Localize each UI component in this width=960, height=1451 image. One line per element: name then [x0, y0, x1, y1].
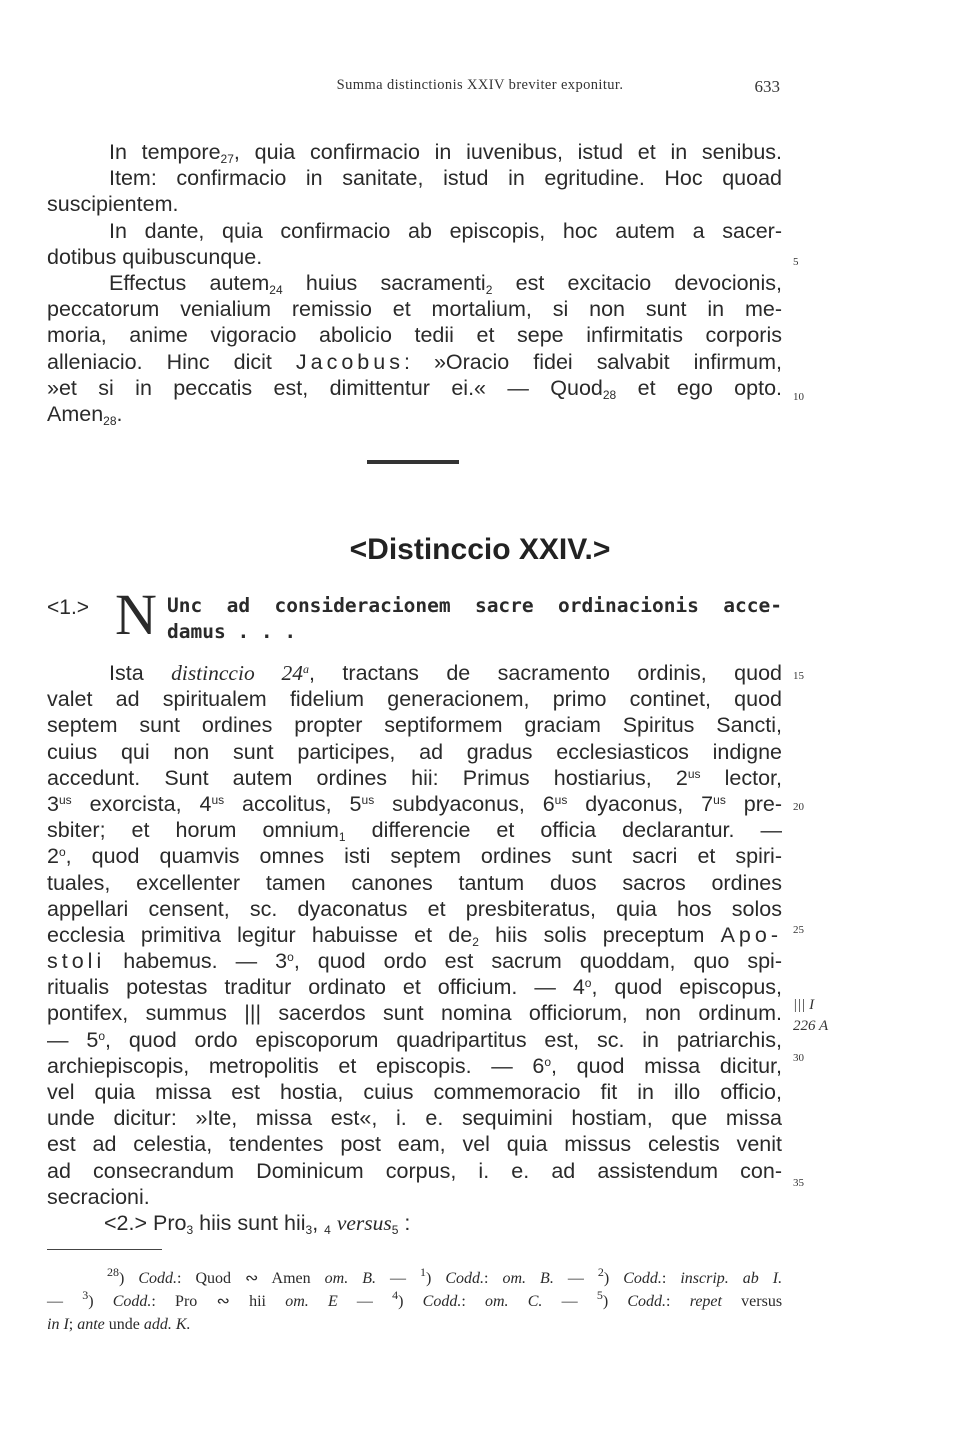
text-line: — 5$^o$, quod ordo episcoporum quadripartitus est, sc. in patriarchis,: [47, 1027, 782, 1052]
section-number: <1.>: [47, 596, 90, 619]
text-line: ritualis potestas traditur ordinato et officium. — 4$^o$, quod episcopus,: [47, 975, 782, 1000]
footnote-rule: [47, 1249, 162, 1250]
text-line: ecclesia primitiva legitur habuisse et $de_2$ hiis solis preceptum Apo-: [47, 922, 782, 949]
margin-line-number: 30: [793, 1052, 804, 1064]
footnote-line: — $^3$) Codd.: Pro ∾ hii om. E — $^4$) Codd.: om. C. — $^5$) Codd.: repet versus: [47, 1288, 783, 1310]
paragraph-confirmation: [47, 139, 782, 427]
footnote-line: $^{28}$) Codd.: Quod ∾ Amen om. B. — $^1$) Codd.: om. B. — $^2$) Codd.: inscrip. ab I.: [107, 1265, 783, 1287]
text-line: Ista distinccio 24$^a$, tractans de sacramento ordinis, quod: [109, 661, 782, 685]
incipit-line: Unc ad consideracionem sacre ordinacionis acce-: [167, 594, 782, 617]
margin-folio-marker: ||| I: [793, 997, 815, 1013]
text-line: ad consecrandum Dominicum corpus, i. e. ad assistendum con-: [47, 1158, 782, 1183]
margin-line-number: 20: [793, 801, 804, 813]
text-line: accedunt. Sunt autem ordines hii: Primus hostiarius, $2^{us}$ lector,: [47, 765, 782, 790]
text-line: alleniacio. Hinc dicit Jacobus: »Oracio fidei salvabit infirmum,: [47, 349, 782, 374]
margin-line-number: 15: [793, 670, 804, 682]
margin-folio-marker: 226 A: [793, 1018, 829, 1034]
running-header: Summa distinctionis XXIV breviter exponitur.: [336, 77, 624, 93]
margin-line-number: 10: [793, 391, 804, 403]
text-line: septem sunt ordines propter septiformem graciam Spiritus Sancti,: [47, 713, 782, 738]
text-line: In tempore$_{27}$, quia confirmacio in iuvenibus, istud et in senibus.: [109, 140, 782, 166]
incipit-line: damus . . .: [167, 620, 297, 643]
text-line: In dante, quia confirmacio ab episcopis, hoc autem a sacer-: [109, 218, 782, 243]
section-heading-verses: <2.> Pro$_3$ hiis sunt hii$_3$, $_4$ versus$_5$ :: [104, 1211, 411, 1237]
text-line: unde dicitur: »Ite, missa est«, i. e. sequimini hostiam, que missa: [47, 1106, 782, 1131]
text-line: pontifex, summus ||| sacerdos sunt nomina officiorum, non ordinum.: [47, 1001, 782, 1026]
text-line: tuales, excellenter tamen canones tantum duos sacros ordines: [47, 870, 782, 895]
text-line: Item: confirmacio in sanitate, istud in egritudine. Hoc quoad: [109, 166, 782, 191]
text-line: »et si in peccatis est, dimittentur ei.« — Quod$_{28}$ et ego opto.: [47, 375, 782, 401]
paragraph-summary: [47, 660, 782, 1210]
text-line: cuius qui non sunt participes, ad gradus ecclesiasticos indigne: [47, 739, 782, 764]
text-line: peccatorum venialium remissio et mortalium, si non sunt in me-: [47, 297, 782, 322]
footnote-line: in I; ante unde add. K.: [47, 1316, 191, 1333]
distinction-title: <Distinccio XXIV.>: [349, 533, 611, 566]
text-line: est ad celestia, tendentes post eam, vel quia missus celestis venit: [47, 1132, 782, 1157]
text-line: moria, anime vigoracio abolicio tedii et sepe infirmitatis corporis: [47, 323, 782, 348]
text-line: appellari censent, sc. dyaconatus et presbiteratus, quia hos solos: [47, 896, 782, 921]
text-line: archiepiscopis, metropolitis et episcopis. — 6$^o$, quod missa dicitur,: [47, 1053, 782, 1078]
margin-line-number: 5: [793, 256, 799, 268]
drop-capital: N: [115, 582, 157, 647]
text-line: secracioni.: [47, 1184, 150, 1209]
text-line: Amen$_{28}$.: [47, 401, 123, 428]
margin-line-number: 25: [793, 924, 804, 936]
text-line: sbiter; et horum omnium$_1$ differencie et officia declarantur. —: [47, 818, 782, 844]
text-line: suscipientem.: [47, 192, 179, 217]
text-line: $3^{us}$ exorcista, $4^{us}$ accolitus, $5^{us}$ subdyaconus, $6^{us}$ dyaconus, $7^{us}$ pre-: [47, 791, 782, 816]
page-number: 633: [754, 77, 780, 96]
margin-line-number: 35: [793, 1177, 804, 1189]
text-line: dotibus quibuscunque.: [47, 244, 263, 269]
text-line: valet ad spiritualem fidelium generacionem, primo continet, quod: [47, 687, 782, 712]
text-line: vel quia missa est hostia, cuius commemoracio fit in illo officio,: [47, 1080, 782, 1104]
text-line: 2$^o$, quod quamvis omnes isti septem ordines sunt sacri et spiri-: [47, 844, 782, 869]
section-divider: [367, 460, 459, 464]
text-line: Effectus autem$_{24}$ huius sacramenti$_2$ est excitacio devocionis,: [109, 270, 782, 297]
text-line: stoli habemus. — 3$^o$, quod ordo est sacrum quoddam, quo spi-: [47, 949, 782, 974]
